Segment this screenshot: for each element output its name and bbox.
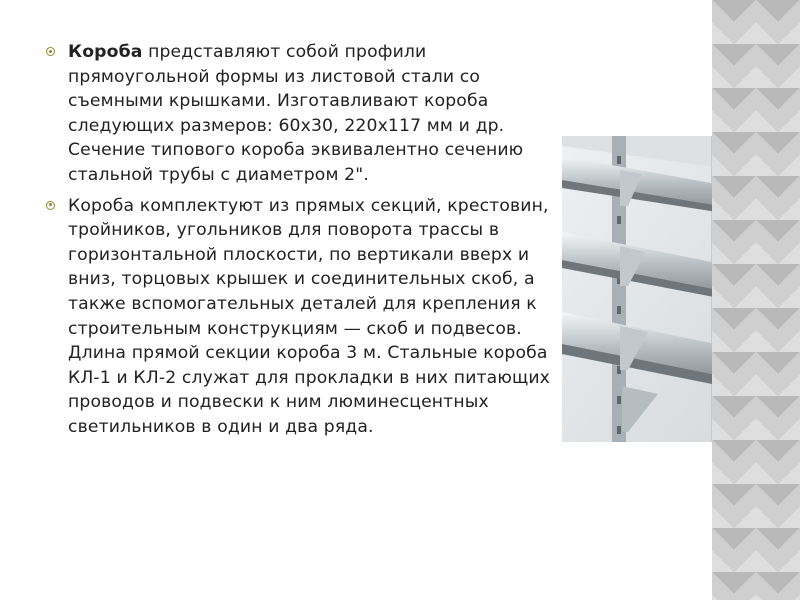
bullet-item-1 [46, 40, 566, 188]
bullet-item-2 [46, 194, 566, 440]
decorative-side-strip [712, 0, 800, 600]
bullet-term: Короба [68, 42, 143, 62]
bullet-circle-icon [46, 201, 55, 210]
bullet-text: Короба комплектуют из прямых секций, крестовин, тройников, угольников для поворота трассы в горизонтальной плоскости, по вертикали вверх и вниз, торцовых крышек и соединительных скоб, а также вспомогательных деталей для крепления к строительным конструкциям — скоб и подвесов. Длина прямой секции короба 3 м. Стальные короба КЛ-1 и КЛ-2 служат для прокладки в них питающих проводов и подвески к ним люминесцентных светильников в один и два ряда. [68, 195, 550, 437]
text-block [46, 40, 566, 446]
bullet-text: представляют собой профили прямоугольной формы из листовой стали со съемными крышками. Изготавливают короба следующих размеров: 60х30, 220х117 мм и др. Сечение типового короба эквивалентно сечению стальной трубы с диаметром 2". [68, 42, 524, 185]
bullet-circle-icon [46, 47, 55, 56]
